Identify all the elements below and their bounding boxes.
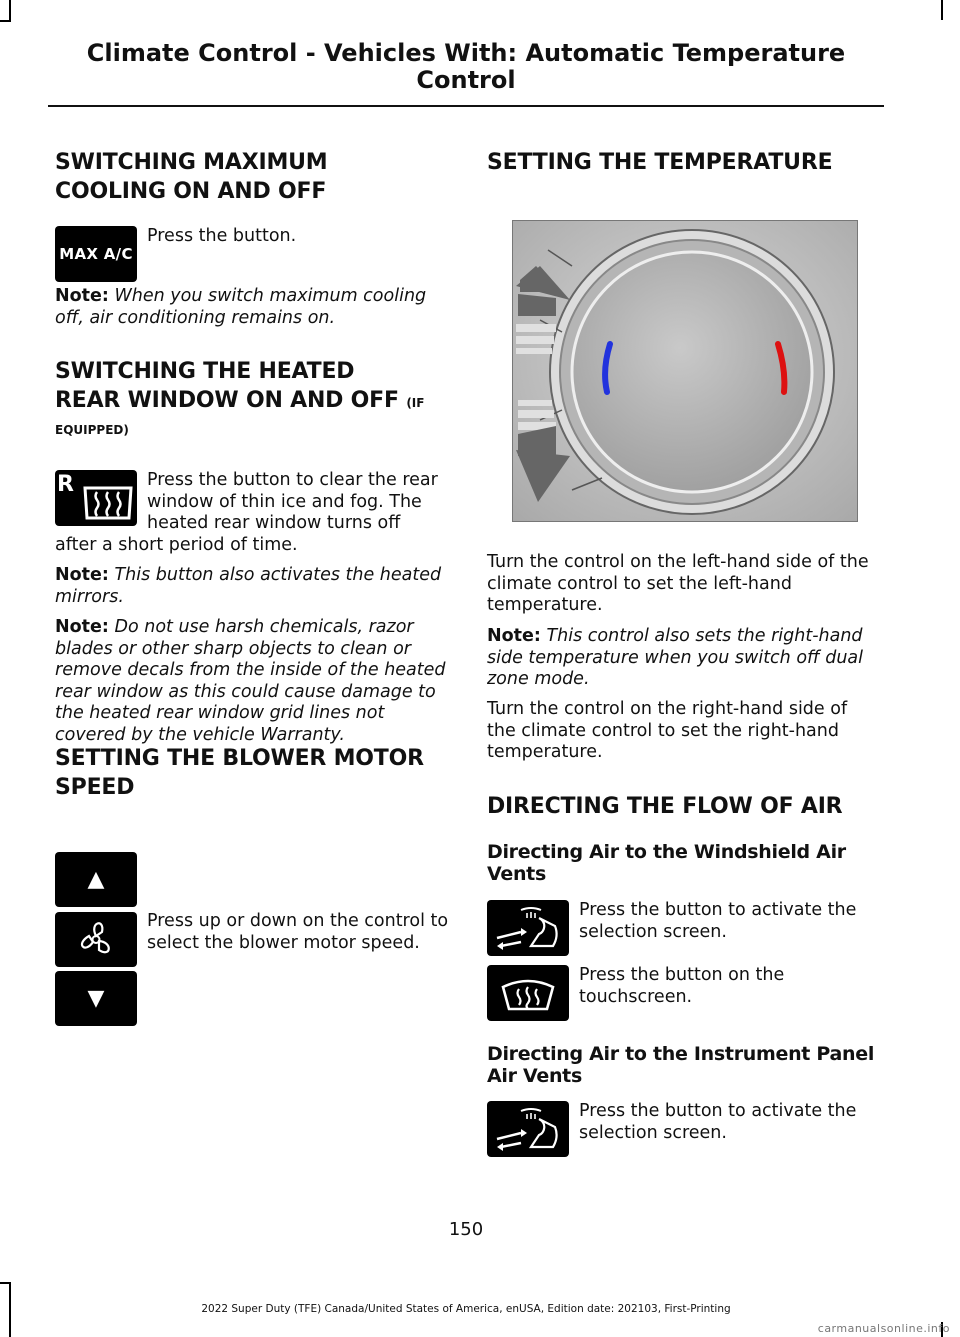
crop-mark-top-left-v: [9, 0, 11, 20]
heated-window-note-2: Note: Do not use harsh chemicals, razor blades or other sharp objects to clean or remove decals from the inside of the heated rear window as this could cause damage to the heated rear window grid lines not covered by the vehicle Warranty.: [55, 617, 446, 745]
edition-line: 2022 Super Duty (TFE) Canada/United States of America, enUSA, Edition date: 202103, First-Printing: [201, 1303, 731, 1315]
blower-body: Press up or down on the control to select the blower motor speed.: [147, 911, 449, 953]
rear-letter: R: [57, 472, 74, 497]
crop-mark-bottom-left-h: [0, 1282, 11, 1284]
heated-rear-window-button-icon: [55, 470, 137, 526]
fan-icon: [55, 912, 137, 967]
heated-window-body-line1: Press the button to clear the rear: [147, 470, 438, 490]
heading-setting-temperature: SETTING THE TEMPERATURE: [487, 150, 833, 175]
header-rule: [48, 105, 884, 107]
crop-mark-top-left-h: [0, 20, 11, 22]
heated-window-body-line4: after a short period of time.: [55, 535, 298, 555]
crop-mark-top-right-v: [941, 0, 943, 20]
rear-defrost-icon: [55, 470, 137, 526]
windshield-defrost-button-icon: [487, 965, 569, 1021]
temperature-note: Note: This control also sets the right-hand side temperature when you switch off dual zone mode.: [487, 626, 864, 689]
heading-windshield-vents: Directing Air to the Windshield Air Vents: [487, 841, 846, 885]
heading-blower-motor: SETTING THE BLOWER MOTOR SPEED: [55, 746, 424, 800]
page-header-line1: Climate Control - Vehicles With: Automatic Temperature: [86, 39, 846, 67]
temperature-dial-illustration: [512, 220, 858, 522]
max-ac-button-icon: [55, 226, 137, 282]
max-cooling-note: Note: When you switch maximum cooling off, air conditioning remains on.: [55, 286, 427, 328]
watermark: carmanualsonline.info: [817, 1322, 950, 1335]
windshield-text-1: Press the button to activate the selection screen.: [579, 900, 857, 942]
air-distribution-button-icon: [487, 900, 569, 956]
heated-window-note-1: Note: This button also activates the heated mirrors.: [55, 565, 442, 607]
temperature-body-2: Turn the control on the right-hand side of the climate control to set the right-hand temperature.: [487, 699, 848, 762]
heated-window-body-line2: window of thin ice and fog. The: [147, 492, 422, 512]
page-header-line2: Control: [416, 66, 516, 94]
max-ac-label: MAX A/C: [59, 245, 133, 263]
blower-up-icon: ▲: [55, 852, 137, 907]
heading-instrument-panel-vents: Directing Air to the Instrument Panel Air Vents: [487, 1043, 875, 1087]
blower-down-icon: ▼: [55, 971, 137, 1026]
heading-max-cooling: SWITCHING MAXIMUM COOLING ON AND OFF: [55, 150, 328, 204]
page-header: [48, 40, 884, 94]
heading-heated-rear-window: SWITCHING THE HEATED REAR WINDOW ON AND OFF (IF EQUIPPED): [55, 359, 425, 437]
heading-directing-air: DIRECTING THE FLOW OF AIR: [487, 794, 843, 819]
heated-window-body-line3: heated rear window turns off: [147, 513, 401, 533]
max-cooling-body: Press the button.: [147, 226, 297, 246]
panel-text-1: Press the button to activate the selection screen.: [579, 1101, 857, 1143]
temperature-body-1: Turn the control on the left-hand side of the climate control to set the left-hand temperature.: [487, 552, 869, 615]
air-distribution-button-icon-2: [487, 1101, 569, 1157]
page-number: 150: [448, 1219, 484, 1240]
windshield-text-2: Press the button on the touchscreen.: [579, 965, 785, 1007]
